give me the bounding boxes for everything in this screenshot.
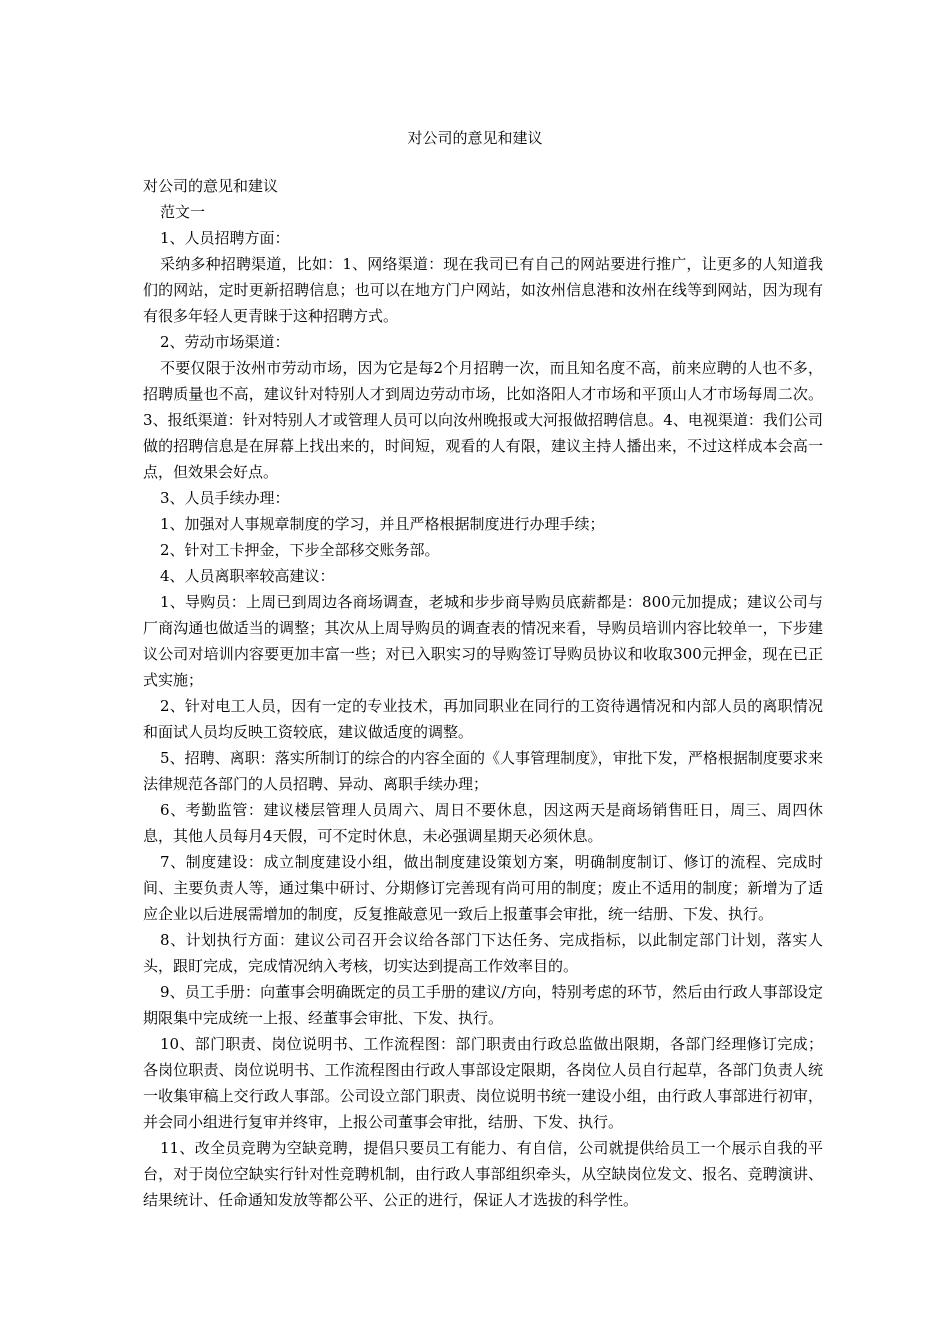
paragraph: 7、制度建设：成立制度建设小组，做出制度建设策划方案，明确制度制订、修订的流程、完成时间、主要负责人等，通过集中研讨、分期修订完善现有尚可用的制度；废止不适用的制度；新增为了适应企业以后进展需增加的制度，反复推敲意见一致后上报董事会审批，统一结册、下发、执行。 [143,853,823,923]
paragraph: 5、招聘、离职：落实所制订的综合的内容全面的《人事管理制度》，审批下发，严格根据制度要求来法律规范各部门的人员招聘、异动、离职手续办理； [143,749,823,793]
paragraph: 1、加强对人事规章制度的学习，并且严格根据制度进行办理手续； [160,515,605,533]
paragraph: 1、导购员：上周已到周边各商场调查，老城和步步商导购员底薪都是：800元加提成；建议公司与厂商沟通也做适当的调整；其次从上周导购员的调查表的情况来看，导购员培训内容比较单一，下步建议公司对培训内容要更加丰富一些；对已入职实习的导购签订导购员协议和收取300元押金，现在已正式实施； [143,593,823,689]
paragraph: 10、部门职责、岗位说明书、工作流程图：部门职责由行政总监做出限期，各部门经理修订完成；各岗位职责、岗位说明书、工作流程图由行政人事部设定限期，各岗位人员自行起草，各部门负责人统一收集审稿上交行政人事部。公司设立部门职责、岗位说明书统一建设小组，由行政人事部进行初审，并会同小组进行复审并终审，上报公司董事会审批，结册、下发、执行。 [143,1035,823,1131]
paragraph: 2、针对工卡押金，下步全部移交账务部。 [160,541,440,559]
document-body [143,173,823,1213]
paragraph: 2、劳动市场渠道： [160,333,290,351]
paragraph: 采纳多种招聘渠道，比如：1、网络渠道：现在我司已有自己的网站要进行推广，让更多的人知道我们的网站，定时更新招聘信息；也可以在地方门户网站，如汝州信息港和汝州在线等到网站，因为现有有很多年轻人更青睐于这种招聘方式。 [143,255,823,325]
paragraph: 范文一 [160,203,206,221]
paragraph: 8、计划执行方面：建议公司召开会议给各部门下达任务、完成指标，以此制定部门计划，落实人头，跟盯完成，完成情况纳入考核，切实达到提高工作效率目的。 [143,931,823,975]
paragraph: 11、改全员竞聘为空缺竞聘，提倡只要员工有能力、有自信，公司就提供给员工一个展示自我的平台，对于岗位空缺实行针对性竞聘机制，由行政人事部组织牵头，从空缺岗位发文、报名、竞聘演讲、结果统计、任命通知发放等都公平、公正的进行，保证人才选拔的科学性。 [143,1139,823,1209]
paragraph: 2、针对电工人员，因有一定的专业技术，再加同职业在同行的工资待遇情况和内部人员的离职情况和面试人员均反映工资较底，建议做适度的调整。 [143,697,823,741]
paragraph: 4、人员离职率较高建议： [160,567,335,585]
document-subtitle: 对公司的意见和建议 [143,177,279,195]
paragraph: 3、人员手续办理： [160,489,290,507]
paragraph: 1、人员招聘方面： [160,229,290,247]
document-title: 对公司的意见和建议 [407,129,543,147]
paragraph: 不要仅限于汝州市劳动市场，因为它是每2个月招聘一次，而且知名度不高，前来应聘的人也不多，招聘质量也不高，建议针对特别人才到周边劳动市场，比如洛阳人才市场和平顶山人才市场每周二次。3、报纸渠道：针对特别人才或管理人员可以向汝州晚报或大河报做招聘信息。4、电视渠道：我们公司做的招聘信息是在屏幕上找出来的，时间短，观看的人有限，建议主持人播出来，不过这样成本会高一点，但效果会好点。 [143,359,823,481]
paragraph: 9、员工手册：向董事会明确既定的员工手册的建议/方向，特别考虑的环节，然后由行政人事部设定期限集中完成统一上报、经董事会审批、下发、执行。 [143,983,823,1027]
paragraph: 6、考勤监管：建议楼层管理人员周六、周日不要休息，因这两天是商场销售旺日，周三、周四休息，其他人员每月4天假，可不定时休息，未必强调星期天必须休息。 [143,801,823,845]
